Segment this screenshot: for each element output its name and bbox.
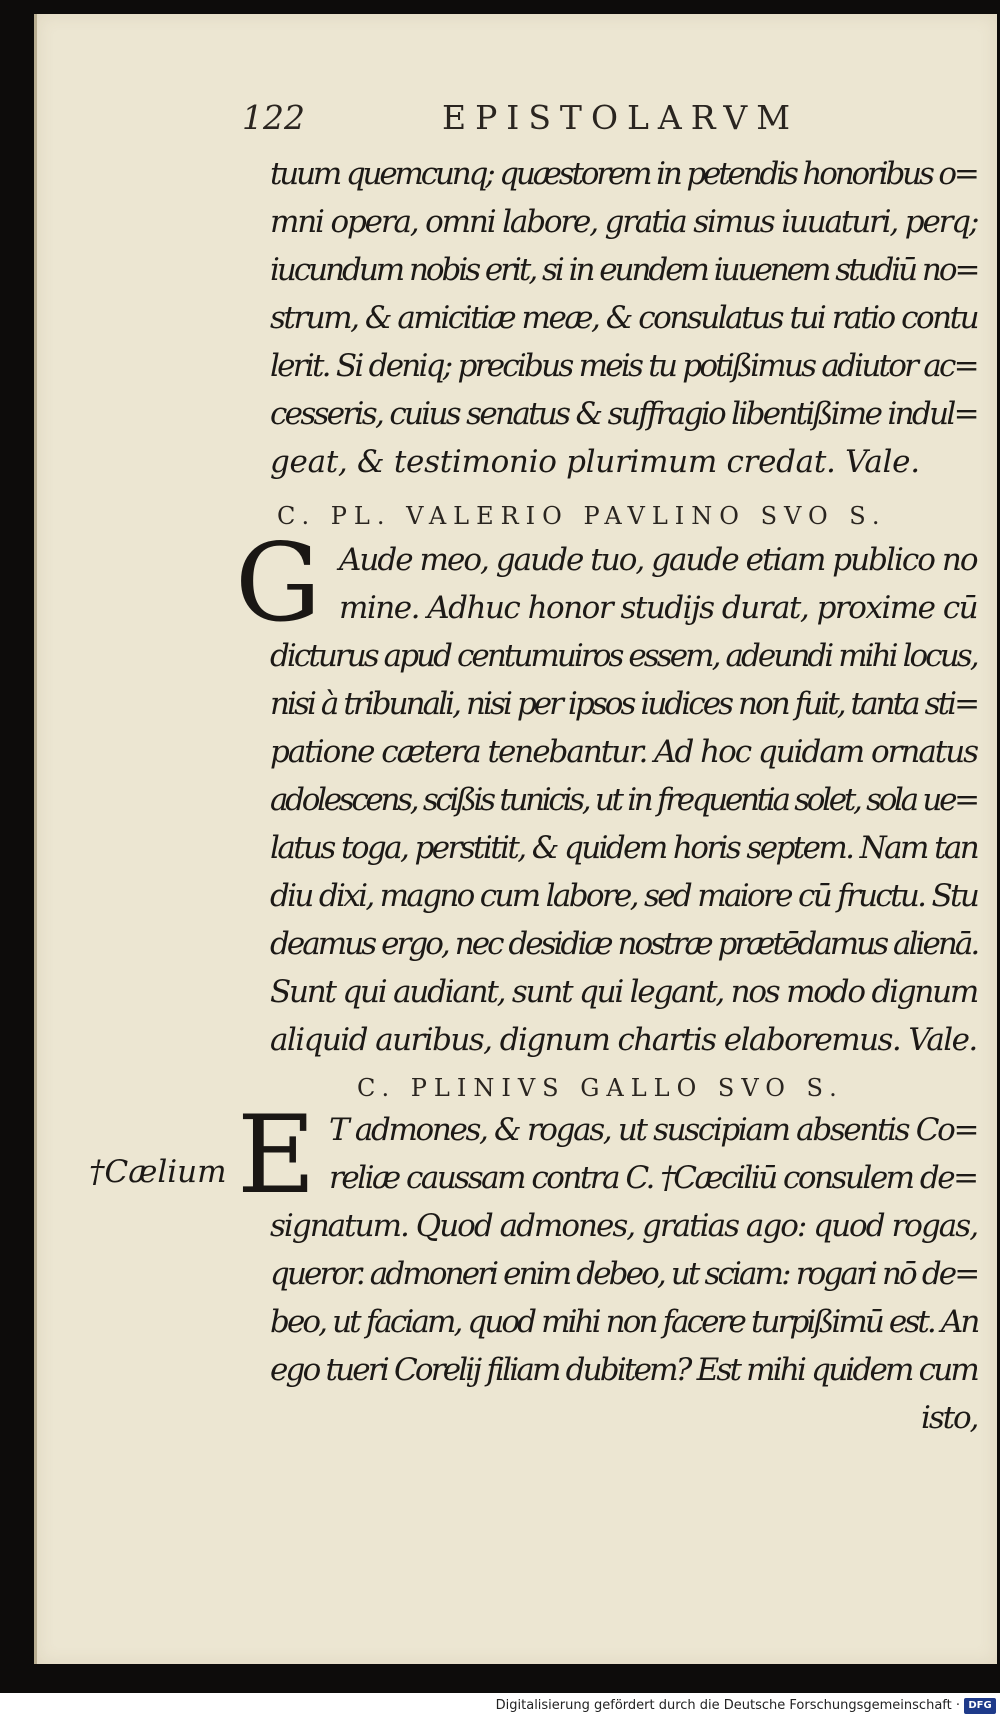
text-line: queror. admoneri enim debeo, ut sciam: rogari nō de= (270, 1256, 978, 1292)
text-line: signatum. Quod admones, gratias ago: quod rogas, (270, 1208, 978, 1244)
text-line: dicturus apud centumuiros essem, adeundi mihi locus, (270, 638, 977, 674)
text-line: cesseris, cuius senatus & suffragio libentißime indul= (270, 396, 977, 432)
letter-heading: C. PLINIVS GALLO SVO S. (357, 1074, 844, 1102)
text-line: T admones, & rogas, ut suscipiam absentis Co= (329, 1112, 978, 1148)
text-line: adolescens, scißis tunicis, ut in frequentia solet, sola ue= (270, 782, 977, 818)
marginal-note: †Cælium (89, 1154, 227, 1190)
text-line: strum, & amicitiæ meæ, & consulatus tui ratio contu (270, 300, 978, 336)
text-line: reliæ caussam contra C. †Cæciliū consulem de= (329, 1160, 977, 1196)
drop-cap: E (237, 1093, 316, 1218)
text-line: lerit. Si deniq; precibus meis tu potißimus adiutor ac= (270, 348, 977, 384)
text-line: tuum quemcunq; quæstorem in petendis honoribus o= (270, 156, 977, 192)
text-line: patione cætera tenebantur. Ad hoc quidam ornatus (270, 734, 978, 770)
text-line: Sunt qui audiant, sunt qui legant, nos modo dignum (270, 974, 978, 1010)
dfg-logo: DFG (964, 1698, 996, 1714)
footer-bar (0, 1693, 1000, 1723)
page-number: 122 (242, 98, 305, 137)
text-line: mine. Adhuc honor studijs durat, proxime cū (339, 590, 978, 626)
footer-credit: Digitalisierung gefördert durch die Deutsche Forschungsgemeinschaft · (495, 1698, 960, 1713)
text-line: geat, & testimonio plurimum credat. Vale. (270, 444, 920, 480)
text-line: beo, ut faciam, quod mihi non facere turpißimū est. An (270, 1304, 978, 1340)
letter-heading: C. PL. VALERIO PAVLINO SVO S. (277, 502, 887, 530)
book-page (34, 14, 997, 1664)
text-line: diu dixi, magno cum labore, sed maiore cū fructu. Stu (270, 878, 978, 914)
text-line: mni opera, omni labore, gratia simus iuuaturi, perq; (270, 204, 978, 240)
text-line: Aude meo, gaude tuo, gaude etiam publico no (339, 542, 977, 578)
text-line: aliquid auribus, dignum chartis elaboremus. Vale. (270, 1022, 977, 1058)
text-line: iucundum nobis erit, si in eundem iuuenem studiū no= (270, 252, 978, 288)
catchword: isto, (921, 1400, 978, 1436)
text-line: ego tueri Corelij filiam dubitem? Est mihi quidem cum (270, 1352, 977, 1388)
running-title: EPISTOLARVM (442, 98, 800, 137)
text-line: deamus ergo, nec desidiæ nostræ prætēdamus alienā. (270, 926, 978, 962)
text-line: latus toga, perstitit, & quidem horis septem. Nam tan (270, 830, 978, 866)
text-line: nisi à tribunali, nisi per ipsos iudices non fuit, tanta sti= (270, 686, 978, 722)
drop-cap: G (235, 521, 322, 646)
